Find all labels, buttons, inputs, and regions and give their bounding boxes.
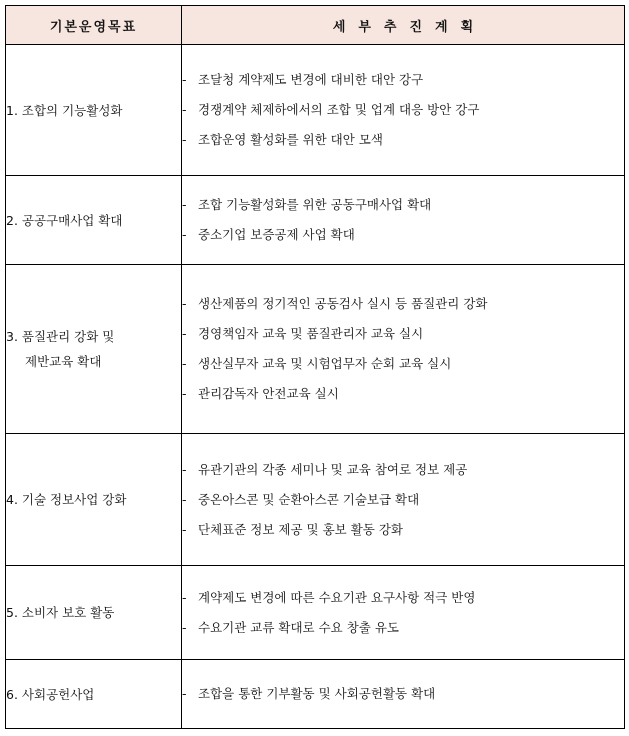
list-item-text: 유관기관의 각종 세미나 및 교육 참여로 정보 제공 xyxy=(198,461,468,477)
list-item xyxy=(182,485,624,515)
list-item xyxy=(182,289,624,319)
plan-body xyxy=(6,45,625,729)
goal-text: 3. 품질관리 강화 및 xyxy=(6,329,115,344)
bullet-dash: - xyxy=(182,619,187,635)
table-row xyxy=(6,434,625,566)
list-item xyxy=(182,379,624,409)
list-item xyxy=(182,95,624,125)
list-item xyxy=(182,679,624,709)
list-item-text: 관리감독자 안전교육 실시 xyxy=(198,386,339,401)
header-goal: 기본운영목표 xyxy=(6,6,182,45)
list-item-text: 생산제품의 정기적인 공동검사 실시 등 품질관리 강화 xyxy=(198,296,488,311)
goal-cell xyxy=(6,660,182,729)
bullet-dash: - xyxy=(182,356,187,371)
goal-text: 5. 소비자 보호 활동 xyxy=(6,605,115,620)
list-item-text: 계약제도 변경에 따른 수요기관 요구사항 적극 반영 xyxy=(198,589,476,605)
goal-cell xyxy=(6,176,182,265)
list-item-text: 조달청 계약제도 변경에 대비한 대안 강구 xyxy=(198,72,424,87)
bullet-dash: - xyxy=(182,72,187,87)
bullet-dash: - xyxy=(182,686,187,701)
bullet-dash: - xyxy=(182,491,187,507)
table-row xyxy=(6,45,625,176)
goal-cell xyxy=(6,434,182,566)
bullet-dash: - xyxy=(182,132,187,147)
bullet-dash: - xyxy=(182,296,187,311)
list-item xyxy=(182,190,624,220)
detail-cell xyxy=(182,566,625,660)
detail-cell xyxy=(182,434,625,566)
list-item xyxy=(182,319,624,349)
goal-text: 제반교육 확대 xyxy=(25,354,102,369)
list-item xyxy=(182,515,624,545)
goal-text: 1. 조합의 기능활성화 xyxy=(6,102,123,118)
bullet-dash: - xyxy=(182,386,187,401)
detail-cell xyxy=(182,660,625,729)
header-detail: 세부추진계획 xyxy=(182,6,625,45)
list-item-text: 경영책임자 교육 및 품질관리자 교육 실시 xyxy=(198,326,424,341)
list-item xyxy=(182,455,624,485)
list-item-text: 중온아스콘 및 순환아스콘 기술보급 확대 xyxy=(198,491,420,507)
goal-cell xyxy=(6,45,182,176)
goal-cell xyxy=(6,265,182,434)
table-row xyxy=(6,566,625,660)
list-item-text: 조합을 통한 기부활동 및 사회공헌활동 확대 xyxy=(198,686,436,701)
list-item xyxy=(182,220,624,250)
table-row xyxy=(6,660,625,729)
list-item-text: 중소기업 보증공제 사업 확대 xyxy=(198,227,355,242)
plan-table xyxy=(5,5,625,729)
list-item-text: 생산실무자 교육 및 시험업무자 순회 교육 실시 xyxy=(198,356,452,371)
bullet-dash: - xyxy=(182,461,187,477)
header-row xyxy=(6,6,625,45)
list-item-text: 조합운영 활성화를 위한 대안 모색 xyxy=(198,132,383,147)
bullet-dash: - xyxy=(182,227,187,242)
list-item xyxy=(182,65,624,95)
goal-text: 6. 사회공헌사업 xyxy=(6,686,95,702)
goal-text: 2. 공공구매사업 확대 xyxy=(6,212,123,228)
bullet-dash: - xyxy=(182,589,187,605)
list-item xyxy=(182,583,624,613)
table-row xyxy=(6,265,625,434)
list-item xyxy=(182,613,624,643)
list-item-text: 경쟁계약 체제하에서의 조합 및 업계 대응 방안 강구 xyxy=(198,102,480,117)
detail-cell xyxy=(182,265,625,434)
bullet-dash: - xyxy=(182,521,187,537)
list-item-text: 단체표준 정보 제공 및 홍보 활동 강화 xyxy=(198,521,403,537)
bullet-dash: - xyxy=(182,102,187,117)
detail-cell xyxy=(182,45,625,176)
list-item-text: 수요기관 교류 확대로 수요 창출 유도 xyxy=(198,619,399,635)
detail-cell xyxy=(182,176,625,265)
bullet-dash: - xyxy=(182,326,187,341)
goal-cell xyxy=(6,566,182,660)
list-item xyxy=(182,349,624,379)
bullet-dash: - xyxy=(182,197,187,212)
list-item-text: 조합 기능활성화를 위한 공동구매사업 확대 xyxy=(198,197,432,212)
table-row xyxy=(6,176,625,265)
goal-text: 4. 기술 정보사업 강화 xyxy=(6,492,127,507)
list-item xyxy=(182,125,624,155)
